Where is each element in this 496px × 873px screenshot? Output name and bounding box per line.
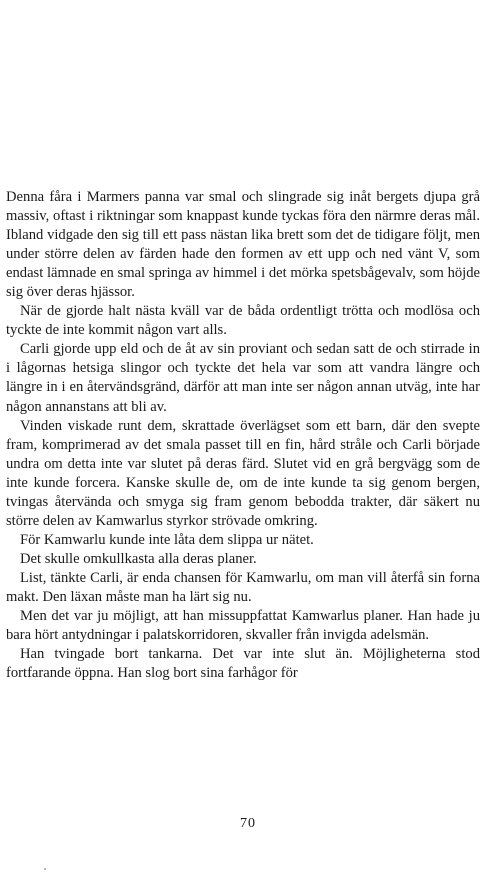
paragraph: När de gjorde halt nästa kväll var de båda ordentligt trötta och modlösa och tyckte de inte kommit någon vart alls. <box>6 303 480 339</box>
paragraph: För Kamwarlu kunde inte låta dem slippa ur nätet. <box>20 531 314 548</box>
page-number: 70 <box>240 816 256 831</box>
paragraph: Det skulle omkullkasta alla deras planer. <box>20 550 257 567</box>
paragraph: Men det var ju möjligt, att han missuppfattat Kamwarlus planer. Han hade ju bara hört antydningar i palatskorridoren, skvaller från invigda adelsmän. <box>6 608 480 644</box>
paragraph: Han tvingade bort tankarna. Det var inte slut än. Möjligheterna stod fortfarande öppna. Han slog bort sina farhågor för <box>6 646 480 682</box>
paragraph: Carli gjorde upp eld och de åt av sin proviant och sedan satt de och stirrade in i lågornas hetsiga slingor och tyckte det hela var som att vandra längre och längre in i en återvändsgränd, därför att man inte ser någon annan utväg, inte har någon annanstans att bli av. <box>6 341 480 415</box>
scan-speck <box>44 868 46 870</box>
paragraph: Denna fåra i Marmers panna var smal och slingrade sig inåt bergets djupa grå massiv, oftast i riktningar som knappast kunde tyckas föra den närmre deras mål. Ibland vidgade den sig till ett pass nästan lika brett som det de tidigare följt, men under större delen av färden hade den formen av ett upp och ned vänt V, som endast lämnade en smal springa av himmel i det mörka spetsbågevalv, som höjde sig över deras hjässor. <box>6 189 480 301</box>
paragraph: List, tänkte Carli, är enda chansen för Kamwarlu, om man vill återfå sin forna makt. Den läxan måste man ha lärt sig nu. <box>6 569 480 605</box>
paragraph: Vinden viskade runt dem, skrattade överlägset som ett barn, där den svepte fram, komprimerad av det smala passet till en fin, hård stråle och Carli började undra om detta inte var slutet på deras färd. Slutet vid en grå bergvägg som de inte kunde forcera. Kanske skulle de, om de inte kunde ta sig genom bergen, tvingas återvända och smyga sig fram genom bebodda trakter, där säkert nu större delen av Kamwarlus styrkor strövade omkring. <box>6 417 480 529</box>
page-body <box>6 188 480 683</box>
